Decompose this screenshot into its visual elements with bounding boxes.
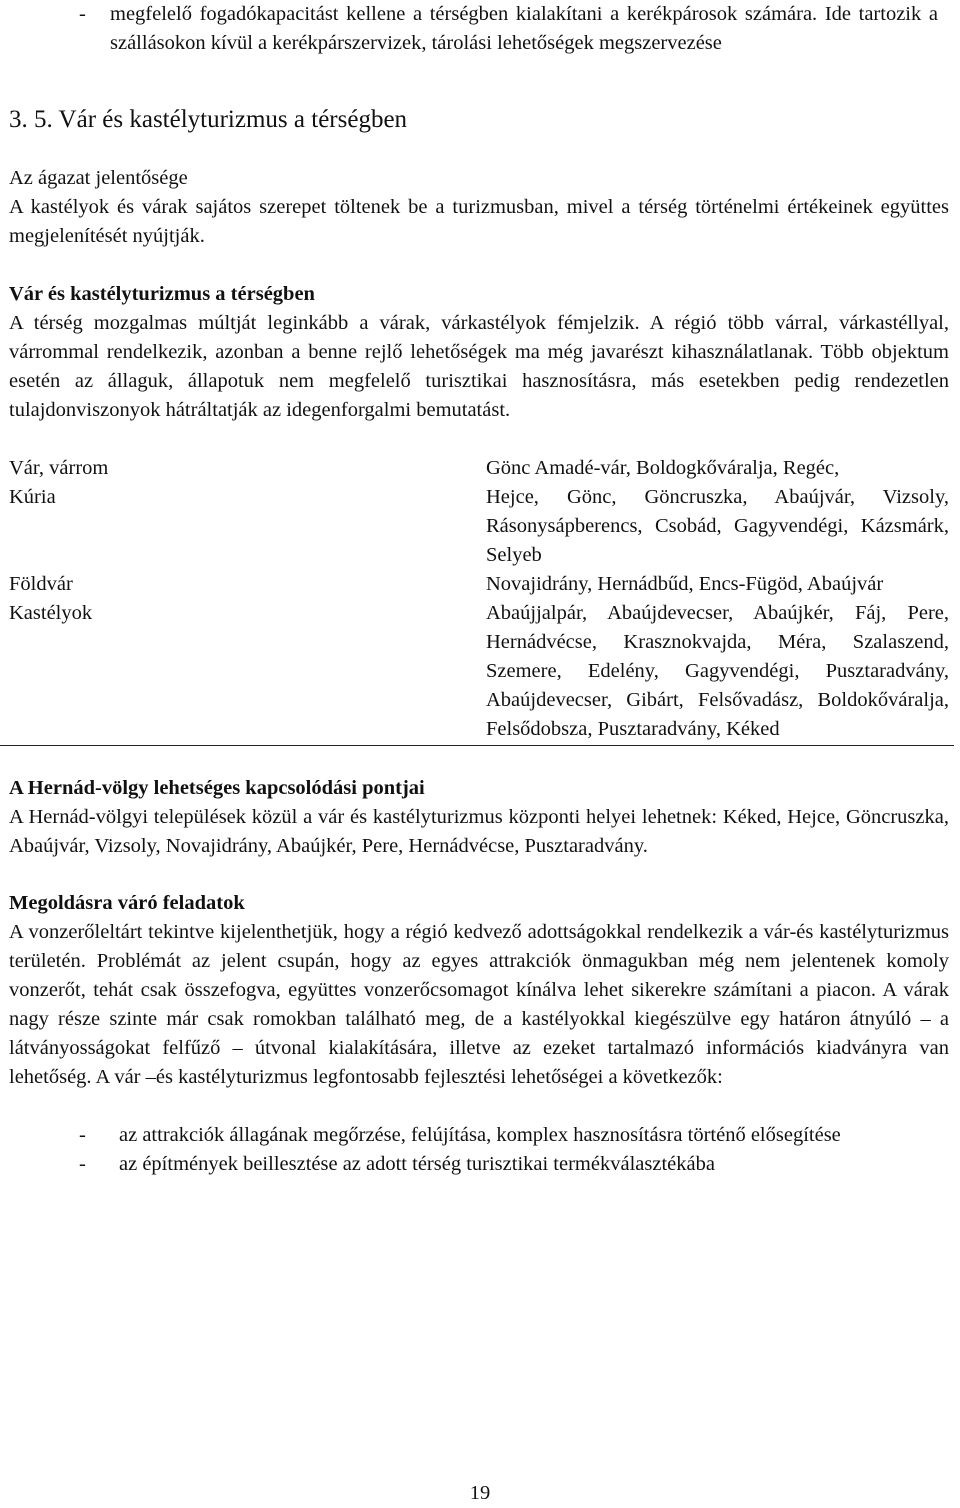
paragraph-connections: A Hernád-völgyi települések közül a vár és kastélyturizmus központi helyei lehetnek: Kéked, Hejce, Göncruszka, Abaújvár, Vizsoly, Novajidrány, Abaújkér, Pere, Hernádvécse, Pusztaradvány. bbox=[9, 806, 949, 857]
table-row bbox=[9, 454, 949, 483]
page-number: 19 bbox=[469, 1482, 491, 1504]
list-item bbox=[0, 1150, 949, 1179]
list-item bbox=[0, 1121, 949, 1150]
subheading-importance: Az ágazat jelentősége bbox=[9, 167, 188, 189]
subheading-tasks: Megoldásra váró feladatok bbox=[9, 892, 245, 914]
list-dash: - bbox=[79, 3, 86, 25]
tasks-list bbox=[0, 1121, 949, 1179]
table-bottom-border bbox=[0, 744, 954, 746]
table-cell-label: Vár, várrom bbox=[9, 457, 109, 479]
paragraph-region: A térség mozgalmas múltját leginkább a várak, várkastélyok fémjelzik. A régió több várral, várkastéllyal, várrommal rendelkezik, azonban a benne rejlő lehetőségek ma még javarészt kihasználatlanak. Több objektum esetén az állaguk, állapotuk nem megfelelő turisztikai hasznosításra, más esetekben pedig rendezetlen tulajdonviszonyok hátráltatják az idegenforgalmi bemutatást. bbox=[9, 312, 949, 421]
section-title: 3. 5. Vár és kastélyturizmus a térségben bbox=[9, 106, 408, 133]
list-dash: - bbox=[79, 1124, 86, 1146]
paragraph-importance: A kastélyok és várak sajátos szerepet töltenek be a turizmusban, mivel a térség történelmi értékeinek együttes megjelenítését nyújtják. bbox=[9, 196, 949, 247]
subheading-connections: A Hernád-völgy lehetséges kapcsolódási pontjai bbox=[9, 777, 425, 799]
list-item-text: az attrakciók állagának megőrzése, felújítása, komplex hasznosításra történő elősegítése bbox=[119, 1124, 841, 1146]
table-cell-label: Kastélyok bbox=[9, 602, 93, 624]
places-table bbox=[9, 454, 949, 746]
list-dash: - bbox=[79, 1153, 86, 1175]
table-row bbox=[9, 599, 949, 744]
table-row bbox=[9, 570, 949, 599]
table-cell-label: Földvár bbox=[9, 573, 73, 595]
list-item-text: megfelelő fogadókapacitást kellene a térségben kialakítani a kerékpárosok számára. Ide tartozik a szállásokon kívül a kerékpárszervizek, tárolási lehetőségek megszervezése bbox=[110, 3, 938, 54]
table-cell-places: Gönc Amadé-vár, Boldogkőváralja, Regéc, bbox=[486, 457, 840, 479]
paragraph-tasks: A vonzerőleltárt tekintve kijelenthetjük, hogy a régió kedvező adottságokkal rendelkezik a vár-és kastélyturizmus területén. Problémát az jelent csupán, hogy az egyes attrakciók önmagukban még nem jelentenek komoly vonzerőt, tehát csak összefogva, együttes vonzerőcsomagot kínálva lehet sikerekre számítani a piacon. A várak nagy része szinte már csak romokban található meg, de a kastélyokkal kiegészülve egy határon átnyúló – a látványosságokat felfűző – útvonal kialakítására, illetve az ezeket tartalmazó információs kiadványra van lehetőség. A vár –és kastélyturizmus legfontosabb fejlesztési lehetőségei a következők: bbox=[9, 921, 949, 1088]
list-item bbox=[0, 0, 949, 58]
table-cell-places: Novajidrány, Hernádbűd, Encs-Fügöd, Abaújvár bbox=[486, 573, 884, 595]
table-cell-places: Hejce, Gönc, Göncruszka, Abaújvár, Vizsoly, Rásonysápberencs, Csobád, Gagyvendégi, Kázsmárk, Selyeb bbox=[486, 486, 949, 566]
table-cell-places: Abaújjalpár, Abaújdevecser, Abaújkér, Fáj, Pere, Hernádvécse, Krasznokvajda, Méra, Szalaszend, Szemere, Edelény, Gagyvendégi, Pusztaradvány, Abaújdevecser, Gibárt, Felsővadász, Boldokőváralja, Felsődobsza, Pusztaradvány, Kéked bbox=[486, 602, 949, 740]
table-cell-label: Kúria bbox=[9, 486, 56, 508]
list-item-text: az építmények beillesztése az adott térség turisztikai termékválasztékába bbox=[119, 1153, 715, 1175]
subheading-region: Vár és kastélyturizmus a térségben bbox=[9, 283, 315, 305]
document-page bbox=[9, 0, 949, 1179]
table-row bbox=[9, 483, 949, 570]
